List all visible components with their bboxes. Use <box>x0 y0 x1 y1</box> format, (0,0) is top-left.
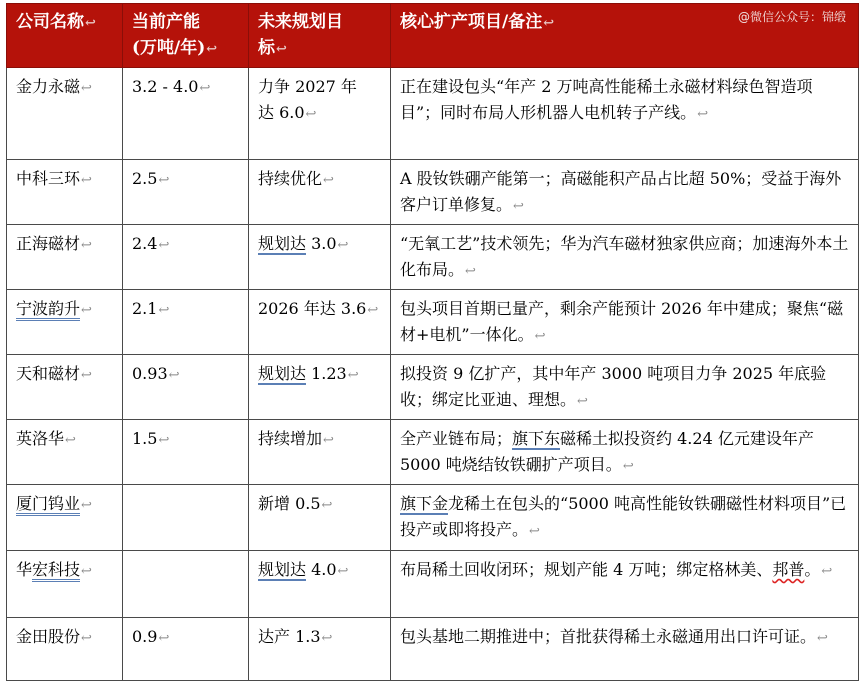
notes-cell <box>391 420 859 485</box>
table-row <box>7 355 859 420</box>
company-cell <box>7 420 123 485</box>
company-name: 正海磁材 <box>16 234 81 253</box>
header-capacity-unit: (万吨/年) <box>132 38 206 58</box>
target-cell <box>249 420 391 485</box>
notes-text: 全产业链布局； <box>400 429 513 448</box>
notes-text: 拟投资 9 亿扩产，其中年产 3000 吨项目力争 2025 年底验收；绑定比亚迪、理想。 <box>400 364 827 409</box>
capacity-cell <box>123 551 249 618</box>
capacity-cell <box>123 160 249 225</box>
notes-text-underlined: 旗下东 <box>512 429 561 448</box>
notes-text: 包头基地二期推进中；首批获得稀土永磁通用出口许可证。 <box>400 627 817 646</box>
paragraph-mark: ↩ <box>323 433 334 448</box>
company-name: 宁波韵升 <box>16 299 80 321</box>
notes-cell <box>391 68 859 160</box>
paragraph-mark: ↩ <box>817 631 828 646</box>
paragraph-mark: ↩ <box>347 368 359 383</box>
target-cell <box>249 551 391 618</box>
header-notes-label: 核心扩产项目/备注 <box>400 12 543 32</box>
capacity-cell <box>123 290 249 355</box>
target-value: 持续增加 <box>258 429 323 448</box>
paragraph-mark: ↩ <box>577 393 588 409</box>
paragraph-mark: ↩ <box>168 368 180 383</box>
capacity-cell <box>123 420 249 485</box>
notes-text-cont: 。 <box>804 560 821 579</box>
header-capacity <box>123 4 249 68</box>
company-name: 英洛华 <box>16 429 65 448</box>
paragraph-mark: ↩ <box>323 173 334 188</box>
capacity-cell <box>123 618 249 681</box>
notes-text: 布局稀土回收闭环；规划产能 4 万吨；绑定格林美、 <box>400 560 773 579</box>
company-cell <box>7 225 123 290</box>
table-row <box>7 68 859 160</box>
target-cell <box>249 618 391 681</box>
target-cell <box>249 225 391 290</box>
paragraph-mark: ↩ <box>697 106 709 122</box>
paragraph-mark: ↩ <box>321 631 333 646</box>
capacity-value: 2.5 <box>132 169 158 188</box>
paragraph-mark: ↩ <box>158 433 170 448</box>
paragraph-mark: ↩ <box>158 303 170 318</box>
paragraph-mark: ↩ <box>85 16 96 31</box>
notes-text: A 股钕铁硼产能第一；高磁能积产品占比超 50%；受益于海外客户订单修复。 <box>400 169 842 214</box>
paragraph-mark: ↩ <box>543 16 555 31</box>
capacity-value: 2.4 <box>132 234 158 253</box>
company-cell <box>7 618 123 681</box>
paragraph-mark: ↩ <box>305 106 317 122</box>
paragraph-mark: ↩ <box>158 173 170 188</box>
company-cell <box>7 551 123 618</box>
table-row <box>7 618 859 681</box>
target-value-prefix: 规划达 <box>258 364 307 383</box>
target-value: 2026 年达 3.6 <box>258 299 367 318</box>
paragraph-mark: ↩ <box>158 238 170 253</box>
paragraph-mark: ↩ <box>337 564 349 579</box>
target-value-cont: 达 6.0 <box>258 102 305 122</box>
paragraph-mark: ↩ <box>65 433 76 448</box>
target-cell <box>249 485 391 551</box>
table-row <box>7 551 859 618</box>
company-name: 中科三环 <box>16 169 81 188</box>
paragraph-mark: ↩ <box>465 263 476 279</box>
target-value-prefix: 规划达 <box>258 234 307 253</box>
target-cell <box>249 290 391 355</box>
target-cell <box>249 68 391 160</box>
company-name: 金力永磁 <box>16 77 81 96</box>
target-value: 4.0 <box>306 560 337 579</box>
table-row <box>7 420 859 485</box>
company-name: 华 <box>16 560 33 579</box>
paragraph-mark: ↩ <box>81 368 92 383</box>
paragraph-mark: ↩ <box>81 238 92 253</box>
target-cell <box>249 355 391 420</box>
notes-text: “无氧工艺”技术领先；华为汽车磁材独家供应商；加速海外本土化布局。 <box>400 234 849 279</box>
notes-cell <box>391 485 859 551</box>
target-value: 新增 0.5 <box>258 494 321 513</box>
company-name-underlined: 宏科技 <box>32 560 80 582</box>
header-notes <box>391 4 859 68</box>
table-row <box>7 290 859 355</box>
paragraph-mark: ↩ <box>513 198 524 214</box>
paragraph-mark: ↩ <box>206 42 218 57</box>
capacity-value: 3.2 - 4.0 <box>132 77 199 96</box>
notes-text: 正在建设包头“年产 2 万吨高性能稀土永磁材料绿色智造项目”；同时布局人形机器人电机转子产线。 <box>400 77 813 122</box>
header-target-label: 未来规划目 <box>258 12 343 32</box>
paragraph-mark: ↩ <box>81 173 92 188</box>
paragraph-mark: ↩ <box>529 523 540 539</box>
company-cell <box>7 290 123 355</box>
notes-text-underlined: 旗下金 <box>400 494 449 513</box>
capacity-value: 0.9 <box>132 627 158 646</box>
capacity-cell <box>123 485 249 551</box>
company-name: 天和磁材 <box>16 364 81 383</box>
capacity-table-document <box>6 3 858 681</box>
notes-cell <box>391 355 859 420</box>
table-row <box>7 225 859 290</box>
company-cell <box>7 68 123 160</box>
company-name: 金田股份 <box>16 627 81 646</box>
capacity-table <box>6 3 859 681</box>
target-value: 达产 1.3 <box>258 627 321 646</box>
paragraph-mark: ↩ <box>276 42 287 57</box>
paragraph-mark: ↩ <box>321 498 333 513</box>
target-value: 力争 2027 年 <box>258 77 357 96</box>
company-cell <box>7 485 123 551</box>
target-value-prefix: 规划达 <box>258 560 307 579</box>
header-target-label-cont: 标 <box>258 38 275 58</box>
capacity-value: 2.1 <box>132 299 158 318</box>
watermark-text: @微信公众号：锦缎 <box>737 10 846 24</box>
target-cell <box>249 160 391 225</box>
paragraph-mark: ↩ <box>821 564 833 579</box>
table-header-row <box>7 4 859 68</box>
paragraph-mark: ↩ <box>81 498 92 513</box>
capacity-value: 1.5 <box>132 429 158 448</box>
notes-text-cont: 磁稀土拟投资约 4.24 亿元建设年产 5000 吨烧结钕铁硼扩产项目。 <box>400 429 814 474</box>
table-row <box>7 485 859 551</box>
table-row <box>7 160 859 225</box>
notes-text: 龙稀土在包头的“5000 吨高性能钕铁硼磁性材料项目”已投产或即将投产。 <box>400 494 847 539</box>
notes-cell <box>391 290 859 355</box>
notes-text: 包头项目首期已量产，剩余产能预计 2026 年中建成；聚焦“磁材+电机”一体化。 <box>400 299 844 344</box>
target-value: 1.23 <box>306 364 347 383</box>
paragraph-mark: ↩ <box>81 81 92 96</box>
notes-cell <box>391 160 859 225</box>
header-company <box>7 4 123 68</box>
capacity-cell <box>123 225 249 290</box>
notes-cell <box>391 551 859 618</box>
header-target <box>249 4 391 68</box>
header-capacity-label: 当前产能 <box>132 12 200 32</box>
company-name: 厦门钨业 <box>16 494 80 516</box>
paragraph-mark: ↩ <box>81 303 92 318</box>
paragraph-mark: ↩ <box>158 631 170 646</box>
paragraph-mark: ↩ <box>81 564 92 579</box>
header-company-label: 公司名称 <box>16 12 84 32</box>
paragraph-mark: ↩ <box>622 458 634 474</box>
notes-text-spellcheck: 邦普 <box>772 560 805 579</box>
notes-cell <box>391 618 859 681</box>
paragraph-mark: ↩ <box>337 238 349 253</box>
paragraph-mark: ↩ <box>199 81 211 96</box>
capacity-cell <box>123 68 249 160</box>
paragraph-mark: ↩ <box>81 631 92 646</box>
notes-cell <box>391 225 859 290</box>
capacity-cell <box>123 355 249 420</box>
company-cell <box>7 355 123 420</box>
target-value: 3.0 <box>306 234 337 253</box>
paragraph-mark: ↩ <box>534 328 546 344</box>
capacity-value: 0.93 <box>132 364 168 383</box>
paragraph-mark: ↩ <box>367 303 379 318</box>
target-value: 持续优化 <box>258 169 323 188</box>
company-cell <box>7 160 123 225</box>
